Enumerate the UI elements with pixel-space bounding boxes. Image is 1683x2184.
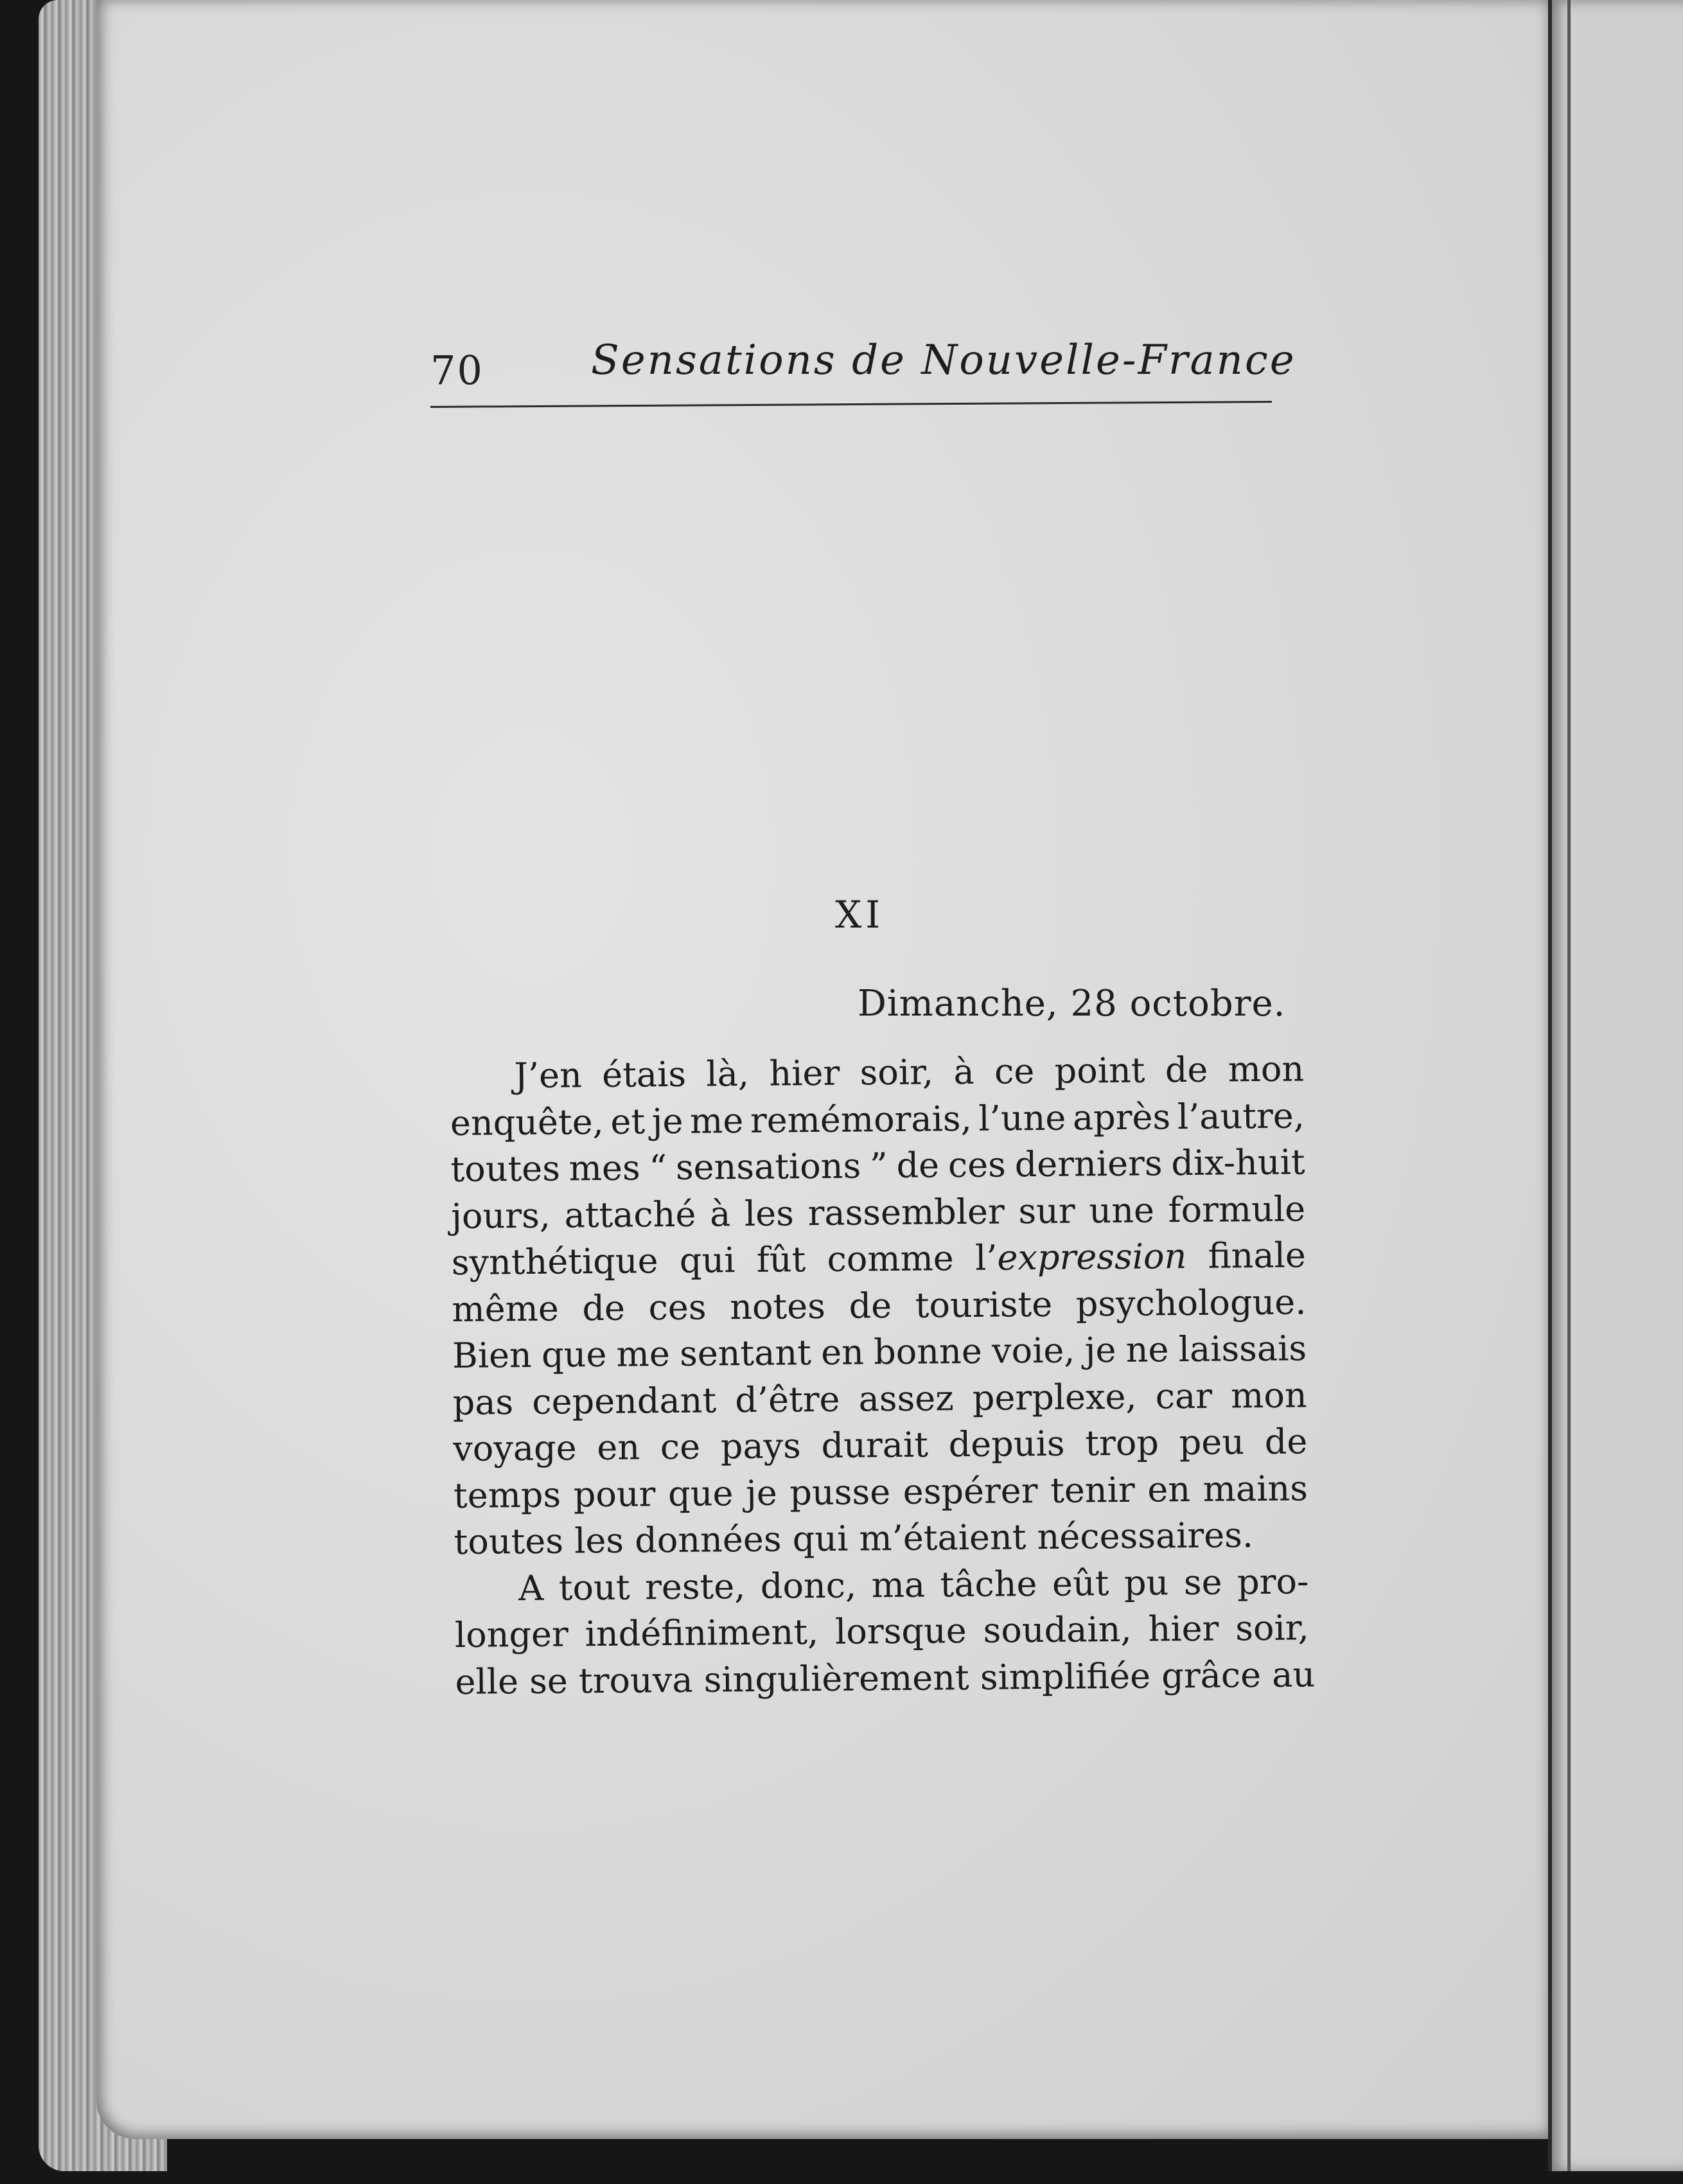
text-line: jours, attaché à les rassembler sur une formule <box>450 1188 1306 1237</box>
paragraph <box>450 1046 1309 1565</box>
text-line: toutes les données qui m’étaient nécessaires. <box>454 1515 1254 1562</box>
text-line: longer indéfiniment, lorsque soudain, hier soir, <box>454 1607 1310 1655</box>
chapter-numeral: XI <box>835 893 885 937</box>
text-line: elle se trouva singulièrement simplifiée grâce au <box>455 1653 1316 1702</box>
page-fold-line <box>1567 0 1571 2171</box>
text-line: temps pour que je pusse espérer tenir en mains <box>453 1467 1309 1516</box>
page-number: 70 <box>430 347 484 394</box>
text-line: toutes mes “ sensations ” de ces derniers dix-huit <box>450 1141 1305 1190</box>
text-line: même de ces notes de touriste psychologue. <box>452 1281 1307 1330</box>
text-line: J’en étais là, hier soir, à ce point de mon <box>514 1048 1305 1096</box>
running-title: Sensations de Nouvelle-France <box>591 337 1296 384</box>
text-line: voyage en ce pays durait depuis trop peu de <box>453 1421 1308 1469</box>
chapter-dateline: Dimanche, 28 octobre. <box>858 983 1286 1025</box>
text-line: A tout reste, donc, ma tâche eût pu se pro- <box>518 1560 1309 1608</box>
text-line: synthétique qui fût comme l’expression finale <box>451 1235 1307 1283</box>
text-line: pas cependant d’être assez perplexe, car mon <box>452 1374 1307 1423</box>
running-head <box>334 334 1296 405</box>
body-text <box>450 1046 1316 1705</box>
text-line: Bien que me sentant en bonne voie, je ne laissais <box>452 1328 1307 1376</box>
text-line: enquête, et je me remémorais, l’une après l’autre, <box>450 1095 1305 1143</box>
paragraph <box>454 1558 1316 1705</box>
